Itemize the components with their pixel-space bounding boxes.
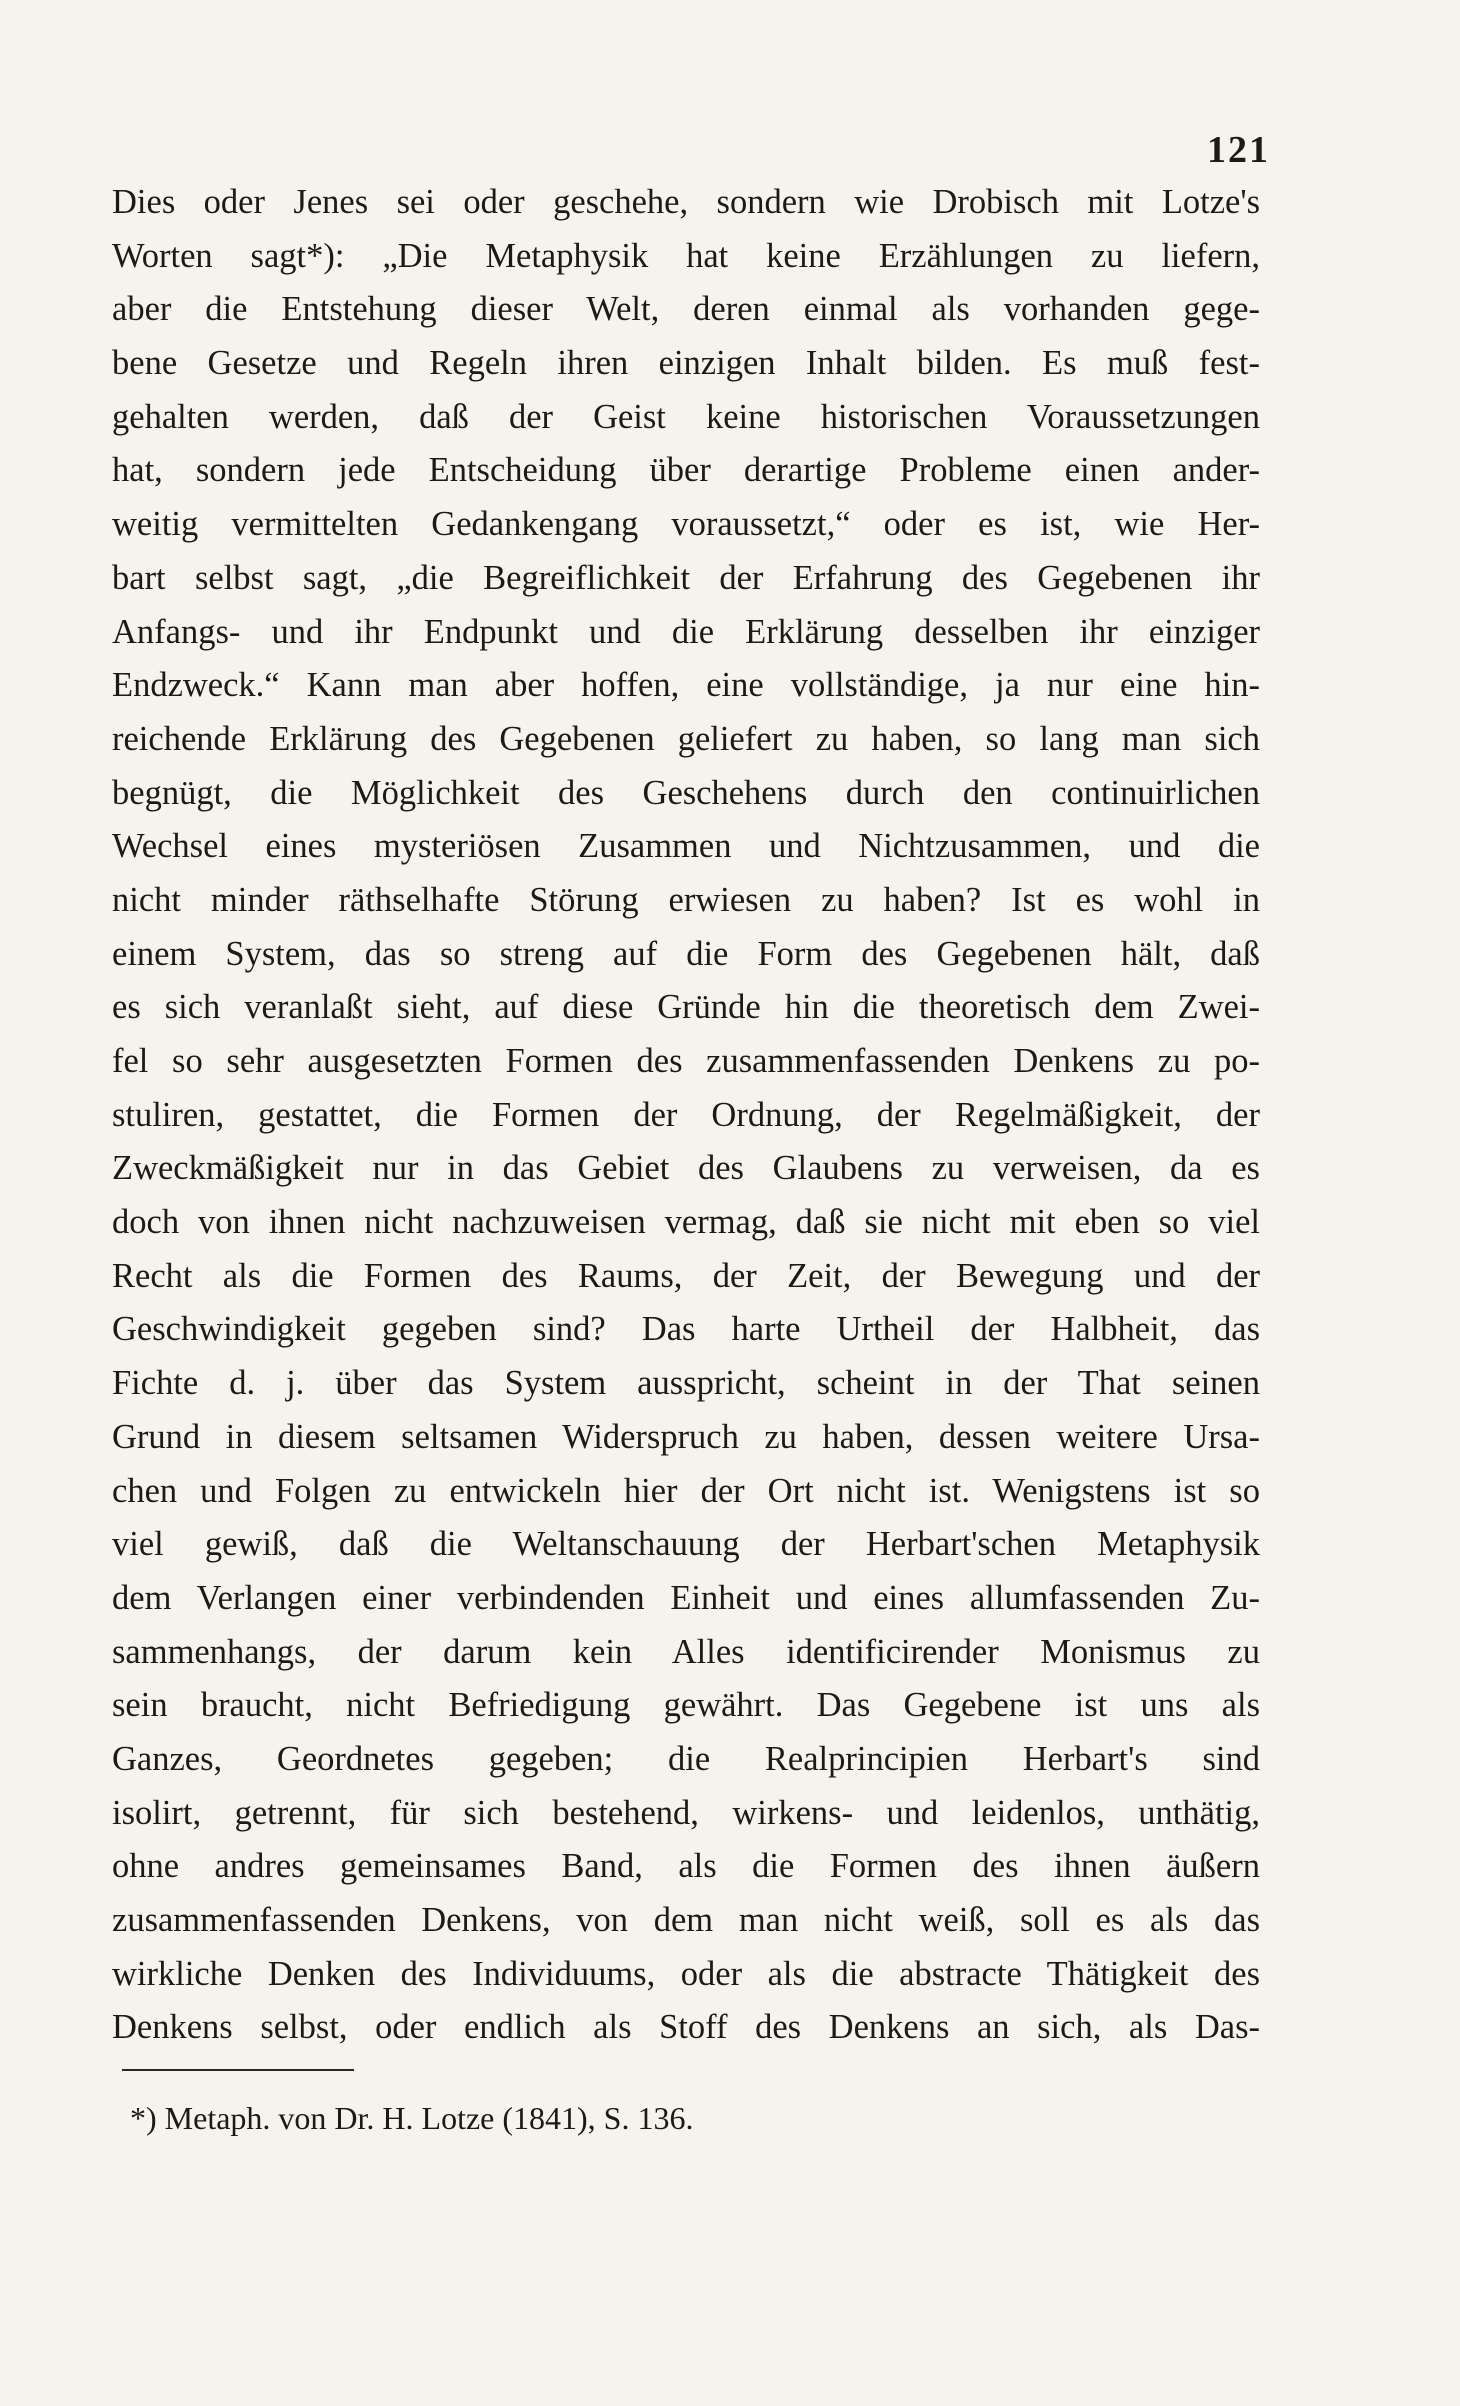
text-line: Dies oder Jenes sei oder geschehe, sondern wie Drobisch mit Lotze's [112,183,1260,221]
text-line: reichende Erklärung des Gegebenen geliefert zu haben, so lang man sich [112,719,1260,758]
text-line: Grund in diesem seltsamen Widerspruch zu haben, dessen weitere Ursa- [112,1417,1260,1456]
text-line: stuliren, gestattet, die Formen der Ordnung, der Regelmäßigkeit, der [112,1095,1260,1134]
text-line: fel so sehr ausgesetzten Formen des zusammenfassenden Denkens zu po- [112,1042,1260,1080]
text-line: begnügt, die Möglichkeit des Geschehens durch den continuirlichen [112,773,1260,812]
page-number: 121 [1207,129,1270,171]
text-line: aber die Entstehung dieser Welt, deren einmal als vorhanden gege- [112,290,1260,329]
text-line: sammenhangs, der darum kein Alles identificirender Monismus zu [112,1632,1260,1671]
text-line: Endzweck.“ Kann man aber hoffen, eine vollständige, ja nur eine hin- [112,666,1260,705]
text-line: dem Verlangen einer verbindenden Einheit und eines allumfassenden Zu- [112,1578,1260,1617]
text-line: bart selbst sagt, „die Begreiflichkeit der Erfahrung des Gegebenen ihr [112,558,1260,597]
text-line: gehalten werden, daß der Geist keine historischen Voraussetzungen [112,397,1260,436]
text-line: Worten sagt*): „Die Metaphysik hat keine Erzählungen zu liefern, [112,236,1260,275]
text-line: zusammenfassenden Denkens, von dem man nicht weiß, soll es als das [112,1901,1260,1939]
text-line: sein braucht, nicht Befriedigung gewährt. Das Gegebene ist uns als [112,1686,1260,1725]
text-line: Fichte d. j. über das System ausspricht, scheint in der That seinen [112,1364,1260,1403]
footnote-rule [122,2069,354,2071]
text-line: wirkliche Denken des Individuums, oder als die abstracte Thätigkeit des [112,1954,1260,1993]
text-line: Zweckmäßigkeit nur in das Gebiet des Glaubens zu verweisen, da es [112,1149,1260,1188]
footnote: *) Metaph. von Dr. H. Lotze (1841), S. 136. [130,2100,694,2136]
text-line: weitig vermittelten Gedankengang voraussetzt,“ oder es ist, wie Her- [112,505,1260,544]
text-line: ohne andres gemeinsames Band, als die Formen des ihnen äußern [112,1847,1260,1886]
text-line: hat, sondern jede Entscheidung über derartige Probleme einen ander- [112,451,1260,490]
text-line: chen und Folgen zu entwickeln hier der Ort nicht ist. Wenigstens ist so [112,1471,1260,1510]
text-line: Ganzes, Geordnetes gegeben; die Realprincipien Herbart's sind [112,1739,1260,1778]
text-line: Anfangs- und ihr Endpunkt und die Erklärung desselben ihr einziger [112,612,1260,651]
body-text [112,176,1260,2055]
text-line: viel gewiß, daß die Weltanschauung der Herbart'schen Metaphysik [112,1525,1260,1564]
text-line: Wechsel eines mysteriösen Zusammen und Nichtzusammen, und die [112,827,1260,866]
text-line: Geschwindigkeit gegeben sind? Das harte Urtheil der Halbheit, das [112,1310,1260,1349]
text-line: doch von ihnen nicht nachzuweisen vermag, daß sie nicht mit eben so viel [112,1203,1260,1242]
text-line: isolirt, getrennt, für sich bestehend, wirkens- und leidenlos, unthätig, [112,1793,1260,1832]
text-line: Recht als die Formen des Raums, der Zeit, der Bewegung und der [112,1256,1260,1295]
text-line: nicht minder räthselhafte Störung erwiesen zu haben? Ist es wohl in [112,880,1260,919]
text-line: es sich veranlaßt sieht, auf diese Gründe hin die theoretisch dem Zwei- [112,988,1260,1027]
text-line: einem System, das so streng auf die Form des Gegebenen hält, daß [112,934,1260,973]
text-line: bene Gesetze und Regeln ihren einzigen Inhalt bilden. Es muß fest- [112,344,1260,383]
text-line: Denkens selbst, oder endlich als Stoff des Denkens an sich, als Das- [112,2008,1260,2047]
